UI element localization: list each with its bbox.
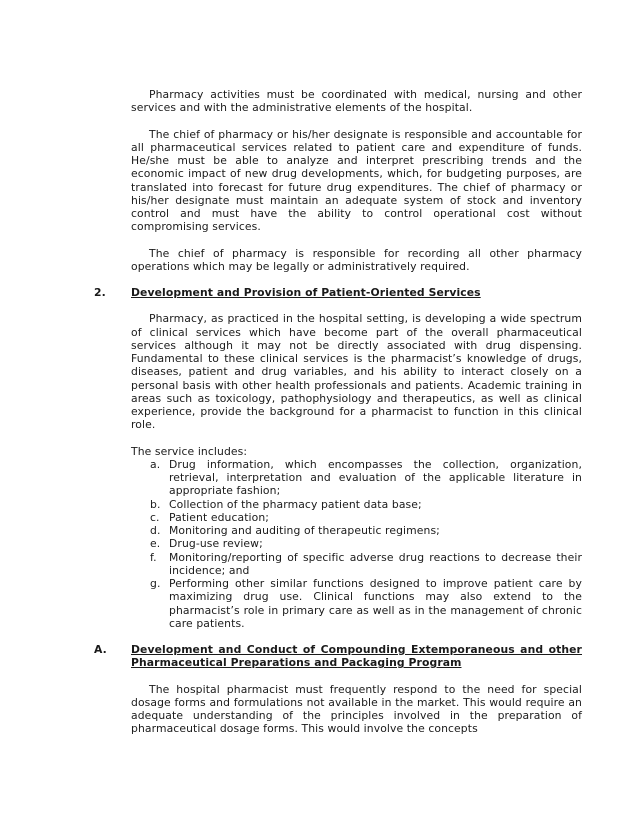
section-2-title: Development and Provision of Patient-Oriented Services [131,286,481,299]
paragraph-chief-responsibility: The chief of pharmacy or his/her designate is responsible and accountable for all pharmaceutical services related to patient care and expenditure of funds. He/she must be able to analyze and interpret prescribing trends and the economic impact of new drug developments, which, for budgeting purposes, are translated into forecast for future drug expenditures. The chief of pharmacy or his/her designate must maintain an adequate system of stock and inventory control and must have the ability to control operational cost without compromising services. [131,127,582,234]
page-body [94,88,582,736]
list-item: g. Performing other similar functions designed to improve patient care by maximizing drug use. Clinical functions may also extend to the pharmacist’s role in primary care as well as in the management of chronic care patients. [150,577,582,630]
service-list-intro: The service includes: [131,444,248,458]
paragraph-clinical-services: Pharmacy, as practiced in the hospital setting, is developing a wide spectrum of clinical services which have become part of the overall pharmaceutical services although it may not be directly associated with drug dispensing. Fundamental to these clinical services is the pharmacist’s knowledge of drugs, diseases, patient and drug variables, and his ability to interact closely on a personal basis with other health professionals and patients. Academic training in areas such as toxicology, pathophysiology and therapeutics, as well as clinical experience, provide the background for a pharmacist to function in this clinical role. [131,312,582,432]
list-item: e. Drug-use review; [150,537,263,551]
list-item: b. Collection of the pharmacy patient data base; [150,497,422,511]
paragraph-coordination: Pharmacy activities must be coordinated with medical, nursing and other services and with the administrative elements of the hospital. [131,88,582,115]
section-2-number: 2. [94,286,106,299]
paragraph-recording: The chief of pharmacy is responsible for recording all other pharmacy operations which may be legally or administratively required. [131,246,582,273]
list-item: c. Patient education; [150,510,270,524]
list-item: f. Monitoring/reporting of specific adverse drug reactions to decrease their incidence; and [150,550,582,577]
section-a-heading [94,643,582,670]
section-a-title: Development and Conduct of Compounding Extemporaneous and other Pharmaceutical Preparations and Packaging Program [131,643,582,670]
paragraph-compounding: The hospital pharmacist must frequently respond to the need for special dosage forms and formulations not available in the market. This would require an adequate understanding of the principles involved in the preparation of pharmaceutical dosage forms. This would involve the concepts [131,682,582,736]
section-a-number: A. [94,643,107,656]
list-item: d. Monitoring and auditing of therapeutic regimens; [150,524,440,537]
list-item: a. Drug information, which encompasses the collection, organization, retrieval, interpretation and evaluation of the applicable literature in appropriate fashion; [150,457,582,498]
section-2-heading [94,286,582,299]
service-list [131,458,582,630]
